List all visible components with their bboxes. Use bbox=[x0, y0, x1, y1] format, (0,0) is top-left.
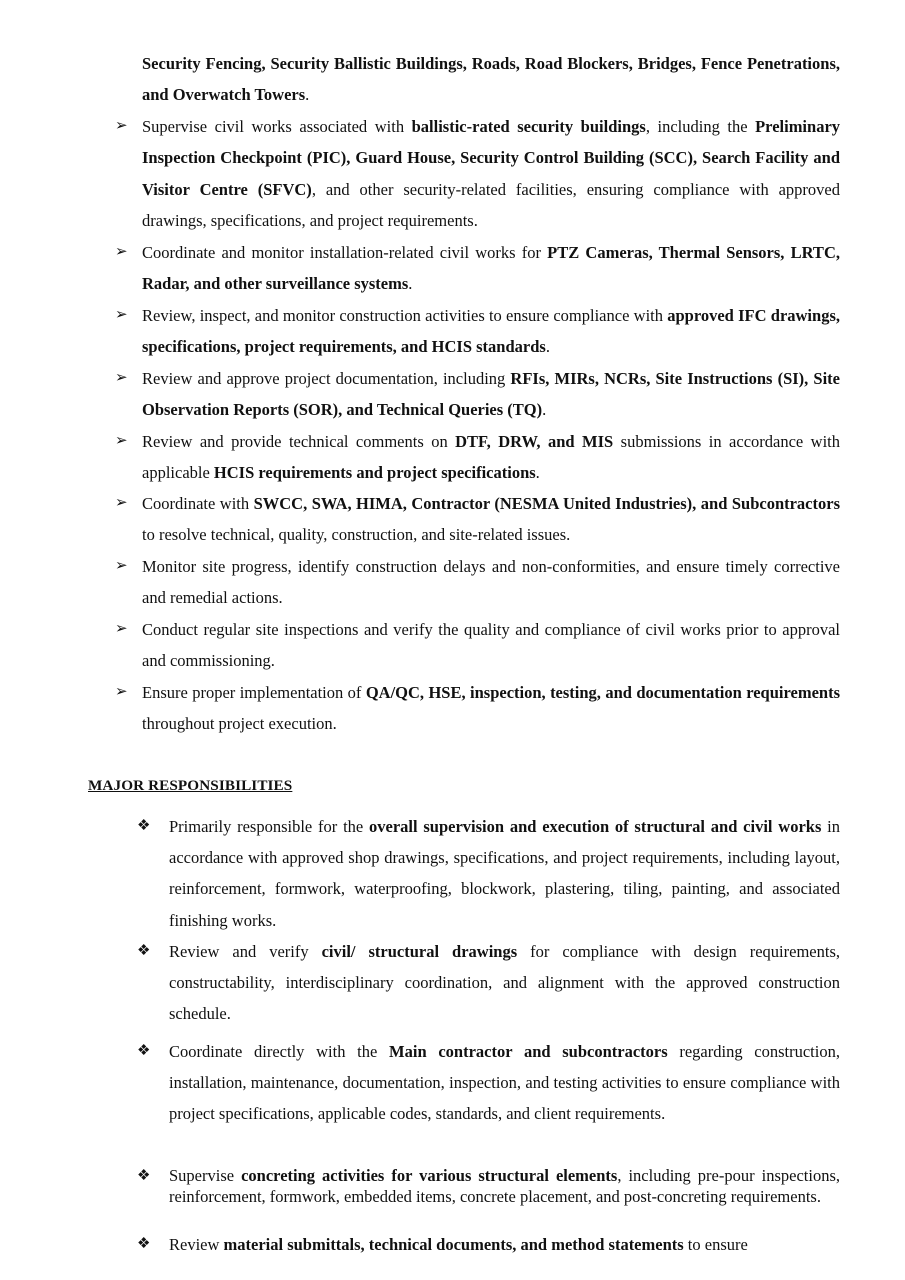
arrow-bullet-icon: ➢ bbox=[115, 118, 128, 134]
responsibility-item: ❖ Review and verify civil/ structural drawings for compliance with design requirements, constructability, interdisciplinary coordination, and alignment with the approved construction schedule. bbox=[169, 936, 840, 1030]
diamond-bullet-icon: ❖ bbox=[137, 1043, 151, 1059]
duty-item: ➢ Review and provide technical comments on DTF, DRW, and MIS submissions in accordance with applicable HCIS requirements and project specifications. bbox=[142, 426, 840, 489]
intro-continuation: Security Fencing, Security Ballistic Buildings, Roads, Road Blockers, Bridges, Fence Penetrations, and Overwatch Towers. bbox=[142, 54, 840, 105]
duty-item: ➢ Ensure proper implementation of QA/QC, HSE, inspection, testing, and documentation requirements throughout project execution. bbox=[142, 677, 840, 740]
section-heading: MAJOR RESPONSIBILITIES bbox=[88, 777, 293, 794]
duty-item: ➢ Supervise civil works associated with ballistic-rated security buildings, including the Preliminary Inspection Checkpoint (PIC), Guard House, Security Control Building (SCC), Search Facility and Visitor Centre (SFVC), and other security-related facilities, ensuring compliance with approved drawings, specifications, and project requirements. bbox=[142, 111, 840, 236]
arrow-bullet-icon: ➢ bbox=[115, 307, 128, 323]
arrow-bullet-icon: ➢ bbox=[115, 495, 128, 511]
duty-item: ➢ Review, inspect, and monitor construction activities to ensure compliance with approved IFC drawings, specifications, project requirements, and HCIS standards. bbox=[142, 300, 840, 363]
responsibility-item: ❖ Coordinate directly with the Main contractor and subcontractors regarding construction, installation, maintenance, documentation, inspection, and testing activities to ensure compliance with project specifications, applicable codes, standards, and client requirements. bbox=[169, 1036, 840, 1130]
duty-item: ➢ Review and approve project documentation, including RFIs, MIRs, NCRs, Site Instructions (SI), Site Observation Reports (SOR), and Technical Queries (TQ). bbox=[142, 363, 840, 426]
responsibility-item: ❖ Primarily responsible for the overall supervision and execution of structural and civil works in accordance with approved shop drawings, specifications, and project requirements, including layout, reinforcement, formwork, waterproofing, blockwork, plastering, tiling, painting, and associated finishing works. bbox=[169, 811, 840, 936]
arrow-bullet-icon: ➢ bbox=[115, 433, 128, 449]
diamond-bullet-icon: ❖ bbox=[137, 1236, 151, 1252]
arrow-bullet-icon: ➢ bbox=[115, 370, 128, 386]
arrow-bullet-icon: ➢ bbox=[115, 244, 128, 260]
arrow-bullet-icon: ➢ bbox=[115, 621, 128, 637]
responsibility-item: ❖ Review material submittals, technical documents, and method statements to ensure bbox=[169, 1229, 840, 1260]
duty-item: ➢ Monitor site progress, identify construction delays and non-conformities, and ensure timely corrective and remedial actions. bbox=[142, 551, 840, 614]
arrow-bullet-icon: ➢ bbox=[115, 558, 128, 574]
diamond-bullet-icon: ❖ bbox=[137, 943, 151, 959]
responsibility-item: ❖ Supervise concreting activities for various structural elements, including pre-pour inspections, reinforcement, formwork, embedded items, concrete placement, and post-concreting requirements. bbox=[137, 1166, 840, 1206]
duty-item: ➢ Coordinate and monitor installation-related civil works for PTZ Cameras, Thermal Sensors, LRTC, Radar, and other surveillance systems. bbox=[142, 237, 840, 300]
diamond-bullet-icon: ❖ bbox=[137, 1168, 151, 1184]
arrow-bullet-icon: ➢ bbox=[115, 684, 128, 700]
duty-item: ➢ Coordinate with SWCC, SWA, HIMA, Contractor (NESMA United Industries), and Subcontractors to resolve technical, quality, construction, and site-related issues. bbox=[142, 488, 840, 551]
duty-item: ➢ Conduct regular site inspections and verify the quality and compliance of civil works prior to approval and commissioning. bbox=[142, 614, 840, 677]
diamond-bullet-icon: ❖ bbox=[137, 818, 151, 834]
